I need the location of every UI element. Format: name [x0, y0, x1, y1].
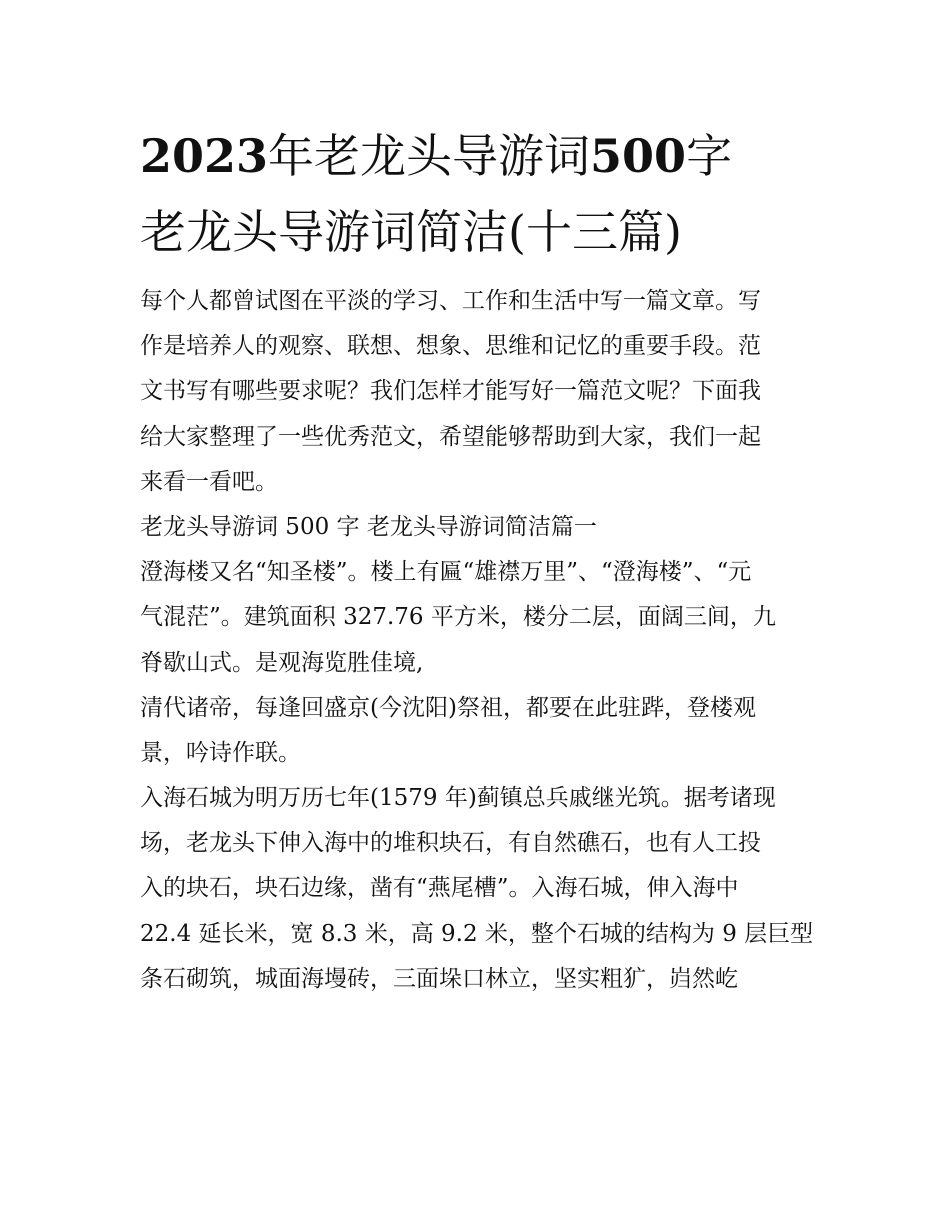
title-number: 500 [590, 129, 687, 183]
section-heading: 老龙头导游词 500 字 老龙头导游词简洁篇一 [140, 513, 597, 540]
body-line: 清代诸帝，每逢回盛京(今沈阳)祭祖，都要在此驻跸，登楼观 [140, 694, 756, 721]
body-line: 入海石城为明万历七年(1579 年)蓟镇总兵戚继光筑。据考诸现 [140, 785, 776, 812]
body-line: 每个人都曾试图在平淡的学习、工作和生活中写一篇文章。写 [140, 288, 761, 314]
body-line: 澄海楼又名“知圣楼”。楼上有匾“雄襟万里”、“澄海楼”、“元 [140, 559, 752, 586]
body-line: 来看一看吧。 [140, 468, 278, 495]
body-line: 入的块石，块石边缘，凿有“燕尾槽”。入海石城，伸入海中 [140, 875, 739, 902]
title-year: 2023 [140, 129, 269, 183]
body-line: 气混茫”。建筑面积 327.76 平方米，楼分二层，面阔三间，九 [140, 604, 776, 631]
body-line: 场，老龙头下伸入海中的堆积块石，有自然礁石，也有人工投 [140, 830, 761, 857]
title-text-b: 字 [686, 129, 733, 183]
body-line: 22.4 延长米，宽 8.3 米，高 9.2 米，整个石城的结构为 9 层巨型 [140, 920, 814, 947]
document-body [140, 279, 820, 1002]
body-line: 脊歇山式。是观海览胜佳境, [140, 649, 424, 676]
document-title [140, 118, 820, 270]
title-line-1 [140, 118, 820, 194]
body-line: 条石砌筑，城面海墁砖，三面垛口林立，坚实粗犷，岿然屹 [140, 965, 738, 992]
body-line: 景，吟诗作联。 [140, 739, 301, 766]
body-line: 文书写有哪些要求呢？我们怎样才能写好一篇范文呢？下面我 [140, 378, 761, 405]
body-line: 作是培养人的观察、联想、想象、思维和记忆的重要手段。范 [140, 333, 761, 360]
body-line: 给大家整理了一些优秀范文，希望能够帮助到大家，我们一起 [140, 423, 761, 450]
title-text-a: 年老龙头导游词 [268, 129, 591, 183]
title-line-2: 老龙头导游词简洁(十三篇) [140, 205, 682, 259]
